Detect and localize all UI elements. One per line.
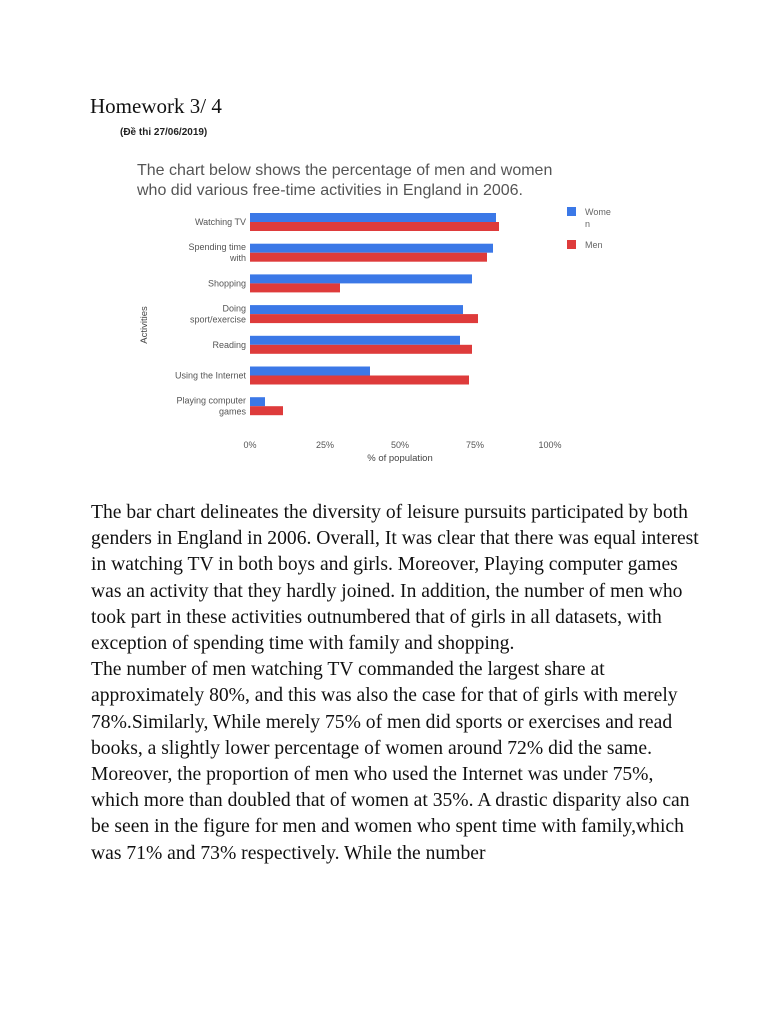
x-tick-label: 25% — [315, 440, 335, 450]
category-label: Shopping — [207, 278, 246, 289]
category-label: Using the Internet — [174, 370, 246, 381]
bar-women-4 — [250, 305, 463, 314]
legend-label-women: Wome — [585, 207, 611, 217]
x-axis-label: % of population — [367, 453, 433, 464]
essay-body — [91, 500, 701, 867]
bar-men-6 — [250, 376, 469, 385]
chart-title-line-1: The chart below shows the percentage of men and women — [137, 162, 553, 179]
bar-women-2 — [250, 244, 493, 253]
bar-women-6 — [250, 367, 370, 376]
legend-swatch-men — [567, 240, 576, 249]
bar-women-1 — [250, 213, 496, 222]
category-label: Doing — [222, 303, 246, 314]
x-tick-label: 75% — [465, 440, 485, 450]
category-label: sport/exercise — [189, 314, 246, 325]
bar-men-2 — [250, 253, 487, 262]
bar-men-4 — [250, 314, 478, 323]
homework-title: Homework 3/ 4 — [90, 94, 222, 118]
category-label: Watching TV — [194, 217, 246, 227]
legend-label-men: Men — [585, 240, 603, 250]
bar-women-7 — [250, 397, 265, 406]
category-label: Reading — [212, 339, 246, 350]
x-tick-label: 50% — [390, 440, 410, 450]
bar-men-1 — [250, 222, 499, 231]
chart-title-line-2: who did various free-time activities in England in 2006. — [137, 182, 523, 199]
bar-women-5 — [250, 336, 460, 345]
chart-svg — [130, 152, 630, 472]
legend-swatch-women — [567, 207, 576, 216]
category-label: Spending time — [188, 242, 246, 253]
essay-paragraph-2: The number of men watching TV commanded the largest share at approximately 80%, and this was also the case for that of girls with merely 78%.Similarly, While merely 75% of men did sports or exercises and read books, a slightly lower percentage of women around 72% did the same. Moreover, the proportion of men who used the Internet was under 75%, which more than doubled that of women at 35%. A drastic disparity also can be seen in the figure for men and women who spent time with family,which was 71% and 73% respectively. While the number — [91, 659, 690, 864]
bar-chart — [130, 152, 630, 472]
y-axis-label: Activities — [139, 306, 150, 344]
x-tick-label: 0% — [243, 440, 257, 450]
x-tick-label: 100% — [538, 440, 562, 450]
category-label: games — [218, 406, 246, 417]
legend-label-women: n — [585, 219, 591, 229]
bar-men-7 — [250, 406, 283, 415]
exam-date: (Đề thi 27/06/2019) — [120, 127, 208, 138]
category-label: Playing computer — [176, 395, 246, 406]
category-label: with — [229, 253, 246, 264]
bar-men-5 — [250, 345, 472, 354]
essay-paragraph-1: The bar chart delineates the diversity of leisure pursuits participated by both genders in England in 2006. Overall, It was clear that there was equal interest in watching TV in both boys and girls. Moreover, Playing computer games was an activity that they hardly joined. In addition, the number of men who took part in these activities outnumbered that of girls in all datasets, with exception of spending time with family and shopping. — [91, 502, 699, 655]
bar-women-3 — [250, 274, 472, 283]
bar-men-3 — [250, 283, 340, 292]
